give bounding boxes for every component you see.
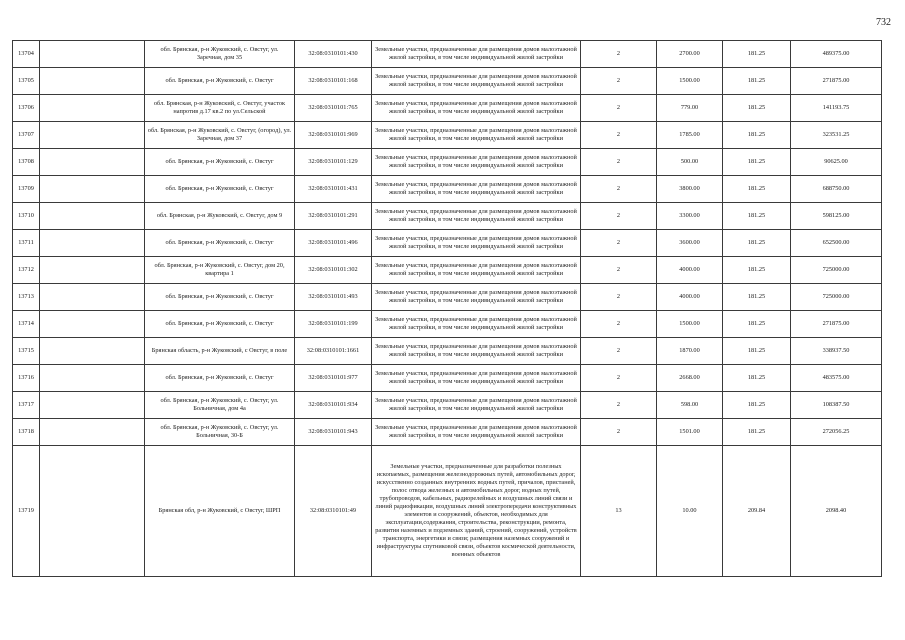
- group-cell: 2: [581, 419, 657, 446]
- table-row: [13, 257, 882, 284]
- address-cell: обл. Брянская, р-н Жуковский, с. Овстуг, дом 20, квартира 1: [145, 257, 295, 284]
- land-use-cell: Земельные участки, предназначенные для размещения домов малоэтажной жилой застройки, в том числе индивидуальной жилой застройки: [372, 392, 581, 419]
- record-number: 13706: [13, 95, 40, 122]
- empty-cell: [40, 419, 145, 446]
- table-row: [13, 68, 882, 95]
- empty-cell: [40, 149, 145, 176]
- address-cell: обл. Брянская, р-н Жуковский, с. Овстуг: [145, 149, 295, 176]
- cadastral-value-cell: 489375.00: [791, 41, 882, 68]
- area-cell: 3800.00: [657, 176, 723, 203]
- cadastral-number-cell: 32:08:0310101:934: [295, 392, 372, 419]
- group-cell: 2: [581, 41, 657, 68]
- group-cell: 2: [581, 311, 657, 338]
- address-cell: Брянская область, р-н Жуковский, с Овстуг, в поле: [145, 338, 295, 365]
- table-row: [13, 338, 882, 365]
- area-cell: 2668.00: [657, 365, 723, 392]
- record-number: 13716: [13, 365, 40, 392]
- table-row: [13, 365, 882, 392]
- rate-cell: 181.25: [723, 230, 791, 257]
- land-use-cell: Земельные участки, предназначенные для размещения домов малоэтажной жилой застройки, в том числе индивидуальной жилой застройки: [372, 257, 581, 284]
- record-number: 13709: [13, 176, 40, 203]
- cadastral-number-cell: 32:08:0310101:977: [295, 365, 372, 392]
- area-cell: 1870.00: [657, 338, 723, 365]
- rate-cell: 181.25: [723, 95, 791, 122]
- table-row: [13, 122, 882, 149]
- land-use-cell: Земельные участки, предназначенные для размещения домов малоэтажной жилой застройки, в том числе индивидуальной жилой застройки: [372, 95, 581, 122]
- area-cell: 500.00: [657, 149, 723, 176]
- rate-cell: 181.25: [723, 149, 791, 176]
- group-cell: 2: [581, 365, 657, 392]
- empty-cell: [40, 257, 145, 284]
- land-use-cell: Земельные участки, предназначенные для размещения домов малоэтажной жилой застройки, в том числе индивидуальной жилой застройки: [372, 230, 581, 257]
- address-cell: обл. Брянская, р-н Жуковский, с. Овстуг, дом 9: [145, 203, 295, 230]
- empty-cell: [40, 284, 145, 311]
- land-use-cell: Земельные участки, предназначенные для размещения домов малоэтажной жилой застройки, в том числе индивидуальной жилой застройки: [372, 41, 581, 68]
- group-cell: 2: [581, 257, 657, 284]
- rate-cell: 181.25: [723, 257, 791, 284]
- address-cell: обл. Брянская, р-н Жуковский, с. Овстуг, (огород), ул. Заречная, дом 37: [145, 122, 295, 149]
- record-number: 13713: [13, 284, 40, 311]
- area-cell: 598.00: [657, 392, 723, 419]
- cadastral-number-cell: 32:08:0310101:431: [295, 176, 372, 203]
- cadastral-value-cell: 2098.40: [791, 446, 882, 577]
- cadastral-value-cell: 90625.00: [791, 149, 882, 176]
- address-cell: Брянская обл, р-н Жуковский, с Овстуг, ШРП: [145, 446, 295, 577]
- address-cell: обл. Брянская, р-н Жуковский, с. Овстуг, участок напротив д.17 кв.2 по ул.Сельской: [145, 95, 295, 122]
- empty-cell: [40, 41, 145, 68]
- cadastral-value-cell: 483575.00: [791, 365, 882, 392]
- land-use-cell: Земельные участки, предназначенные для размещения домов малоэтажной жилой застройки, в том числе индивидуальной жилой застройки: [372, 176, 581, 203]
- cadastral-value-cell: 725000.00: [791, 284, 882, 311]
- empty-cell: [40, 230, 145, 257]
- address-cell: обл. Брянская, р-н Жуковский, с. Овстуг, ул. Больничная, дом 4а: [145, 392, 295, 419]
- rate-cell: 181.25: [723, 41, 791, 68]
- table-row: [13, 95, 882, 122]
- empty-cell: [40, 68, 145, 95]
- record-number: 13705: [13, 68, 40, 95]
- area-cell: 779.00: [657, 95, 723, 122]
- empty-cell: [40, 392, 145, 419]
- cadastral-number-cell: 32:08:0310101:1661: [295, 338, 372, 365]
- record-number: 13708: [13, 149, 40, 176]
- table-row: [13, 176, 882, 203]
- registry-body: [13, 41, 882, 577]
- cadastral-number-cell: 32:08:0310101:969: [295, 122, 372, 149]
- group-cell: 2: [581, 176, 657, 203]
- empty-cell: [40, 338, 145, 365]
- empty-cell: [40, 311, 145, 338]
- record-number: 13715: [13, 338, 40, 365]
- record-number: 13718: [13, 419, 40, 446]
- address-cell: обл. Брянская, р-н Жуковский, с. Овстуг: [145, 311, 295, 338]
- area-cell: 1501.00: [657, 419, 723, 446]
- land-use-cell: Земельные участки, предназначенные для размещения домов малоэтажной жилой застройки, в том числе индивидуальной жилой застройки: [372, 365, 581, 392]
- group-cell: 2: [581, 230, 657, 257]
- cadastral-number-cell: 32:08:0310101:765: [295, 95, 372, 122]
- cadastral-number-cell: 32:08:0310101:168: [295, 68, 372, 95]
- cadastral-value-cell: 338937.50: [791, 338, 882, 365]
- cadastral-number-cell: 32:08:0310101:291: [295, 203, 372, 230]
- rate-cell: 181.25: [723, 68, 791, 95]
- group-cell: 13: [581, 446, 657, 577]
- record-number: 13704: [13, 41, 40, 68]
- record-number: 13711: [13, 230, 40, 257]
- record-number: 13719: [13, 446, 40, 577]
- rate-cell: 181.25: [723, 284, 791, 311]
- group-cell: 2: [581, 338, 657, 365]
- land-use-cell: Земельные участки, предназначенные для размещения домов малоэтажной жилой застройки, в том числе индивидуальной жилой застройки: [372, 284, 581, 311]
- record-number: 13712: [13, 257, 40, 284]
- land-registry-table: [12, 40, 882, 577]
- cadastral-number-cell: 32:08:0310101:430: [295, 41, 372, 68]
- land-use-cell: Земельные участки, предназначенные для размещения домов малоэтажной жилой застройки, в том числе индивидуальной жилой застройки: [372, 149, 581, 176]
- area-cell: 3300.00: [657, 203, 723, 230]
- cadastral-number-cell: 32:08:0310101:49: [295, 446, 372, 577]
- group-cell: 2: [581, 392, 657, 419]
- group-cell: 2: [581, 149, 657, 176]
- table-row: [13, 284, 882, 311]
- empty-cell: [40, 176, 145, 203]
- rate-cell: 181.25: [723, 338, 791, 365]
- rate-cell: 209.84: [723, 446, 791, 577]
- area-cell: 3600.00: [657, 230, 723, 257]
- address-cell: обл. Брянская, р-н Жуковский, с. Овстуг: [145, 284, 295, 311]
- cadastral-value-cell: 108387.50: [791, 392, 882, 419]
- cadastral-value-cell: 271875.00: [791, 311, 882, 338]
- area-cell: 1500.00: [657, 311, 723, 338]
- address-cell: обл. Брянская, р-н Жуковский, с. Овстуг, ул. Заречная, дом 35: [145, 41, 295, 68]
- table-row: [13, 149, 882, 176]
- cadastral-number-cell: 32:08:0310101:129: [295, 149, 372, 176]
- land-use-cell: Земельные участки, предназначенные для разработки полезных ископаемых, размещения железнодорожных путей, автомобильных дорог, искусственно созданных внутренних водных путей, причалов, пристаней, полос отвода железных и автомобильных дорог, водных путей, трубопроводов, кабельных, радиорелейных и воздушных линий связи и линий радиофикации, воздушных линий электропередачи конструктивных элементов и сооружений, объектов, необходимых для эксплуатации,содержания, строительства, реконструкции, ремонта, развития наземных и подземных зданий, строений, сооружений, устройств транспорта, энергетики и связи; размещения наземных сооружений и инфраструктуры спутниковой связи, объектов космической деятельности, военных объектов: [372, 446, 581, 577]
- table-row: [13, 446, 882, 577]
- group-cell: 2: [581, 68, 657, 95]
- address-cell: обл. Брянская, р-н Жуковский, с. Овстуг: [145, 230, 295, 257]
- area-cell: 2700.00: [657, 41, 723, 68]
- cadastral-number-cell: 32:08:0310101:199: [295, 311, 372, 338]
- land-use-cell: Земельные участки, предназначенные для размещения домов малоэтажной жилой застройки, в том числе индивидуальной жилой застройки: [372, 419, 581, 446]
- area-cell: 4000.00: [657, 284, 723, 311]
- rate-cell: 181.25: [723, 419, 791, 446]
- address-cell: обл. Брянская, р-н Жуковский, с. Овстуг: [145, 365, 295, 392]
- land-use-cell: Земельные участки, предназначенные для размещения домов малоэтажной жилой застройки, в том числе индивидуальной жилой застройки: [372, 203, 581, 230]
- rate-cell: 181.25: [723, 311, 791, 338]
- empty-cell: [40, 446, 145, 577]
- cadastral-number-cell: 32:08:0310101:496: [295, 230, 372, 257]
- record-number: 13714: [13, 311, 40, 338]
- cadastral-value-cell: 323531.25: [791, 122, 882, 149]
- address-cell: обл. Брянская, р-н Жуковский, с. Овстуг, ул. Больничная, 30-Б: [145, 419, 295, 446]
- cadastral-value-cell: 688750.00: [791, 176, 882, 203]
- cadastral-number-cell: 32:08:0310101:493: [295, 284, 372, 311]
- empty-cell: [40, 203, 145, 230]
- empty-cell: [40, 95, 145, 122]
- area-cell: 4000.00: [657, 257, 723, 284]
- table-row: [13, 203, 882, 230]
- table-row: [13, 230, 882, 257]
- cadastral-number-cell: 32:08:0310101:302: [295, 257, 372, 284]
- rate-cell: 181.25: [723, 365, 791, 392]
- record-number: 13717: [13, 392, 40, 419]
- land-use-cell: Земельные участки, предназначенные для размещения домов малоэтажной жилой застройки, в том числе индивидуальной жилой застройки: [372, 311, 581, 338]
- rate-cell: 181.25: [723, 392, 791, 419]
- cadastral-value-cell: 271875.00: [791, 68, 882, 95]
- address-cell: обл. Брянская, р-н Жуковский, с. Овстуг: [145, 68, 295, 95]
- cadastral-value-cell: 272056.25: [791, 419, 882, 446]
- empty-cell: [40, 365, 145, 392]
- table-row: [13, 311, 882, 338]
- table-row: [13, 392, 882, 419]
- page-number: 732: [876, 17, 891, 28]
- group-cell: 2: [581, 95, 657, 122]
- cadastral-value-cell: 652500.00: [791, 230, 882, 257]
- land-use-cell: Земельные участки, предназначенные для размещения домов малоэтажной жилой застройки, в том числе индивидуальной жилой застройки: [372, 122, 581, 149]
- table-row: [13, 419, 882, 446]
- cadastral-value-cell: 141193.75: [791, 95, 882, 122]
- empty-cell: [40, 122, 145, 149]
- record-number: 13710: [13, 203, 40, 230]
- cadastral-value-cell: 598125.00: [791, 203, 882, 230]
- area-cell: 1500.00: [657, 68, 723, 95]
- area-cell: 10.00: [657, 446, 723, 577]
- land-use-cell: Земельные участки, предназначенные для размещения домов малоэтажной жилой застройки, в том числе индивидуальной жилой застройки: [372, 338, 581, 365]
- rate-cell: 181.25: [723, 203, 791, 230]
- table-row: [13, 41, 882, 68]
- rate-cell: 181.25: [723, 176, 791, 203]
- land-use-cell: Земельные участки, предназначенные для размещения домов малоэтажной жилой застройки, в том числе индивидуальной жилой застройки: [372, 68, 581, 95]
- area-cell: 1785.00: [657, 122, 723, 149]
- cadastral-number-cell: 32:08:0310101:943: [295, 419, 372, 446]
- group-cell: 2: [581, 122, 657, 149]
- record-number: 13707: [13, 122, 40, 149]
- cadastral-value-cell: 725000.00: [791, 257, 882, 284]
- rate-cell: 181.25: [723, 122, 791, 149]
- group-cell: 2: [581, 284, 657, 311]
- group-cell: 2: [581, 203, 657, 230]
- address-cell: обл. Брянская, р-н Жуковский, с. Овстуг: [145, 176, 295, 203]
